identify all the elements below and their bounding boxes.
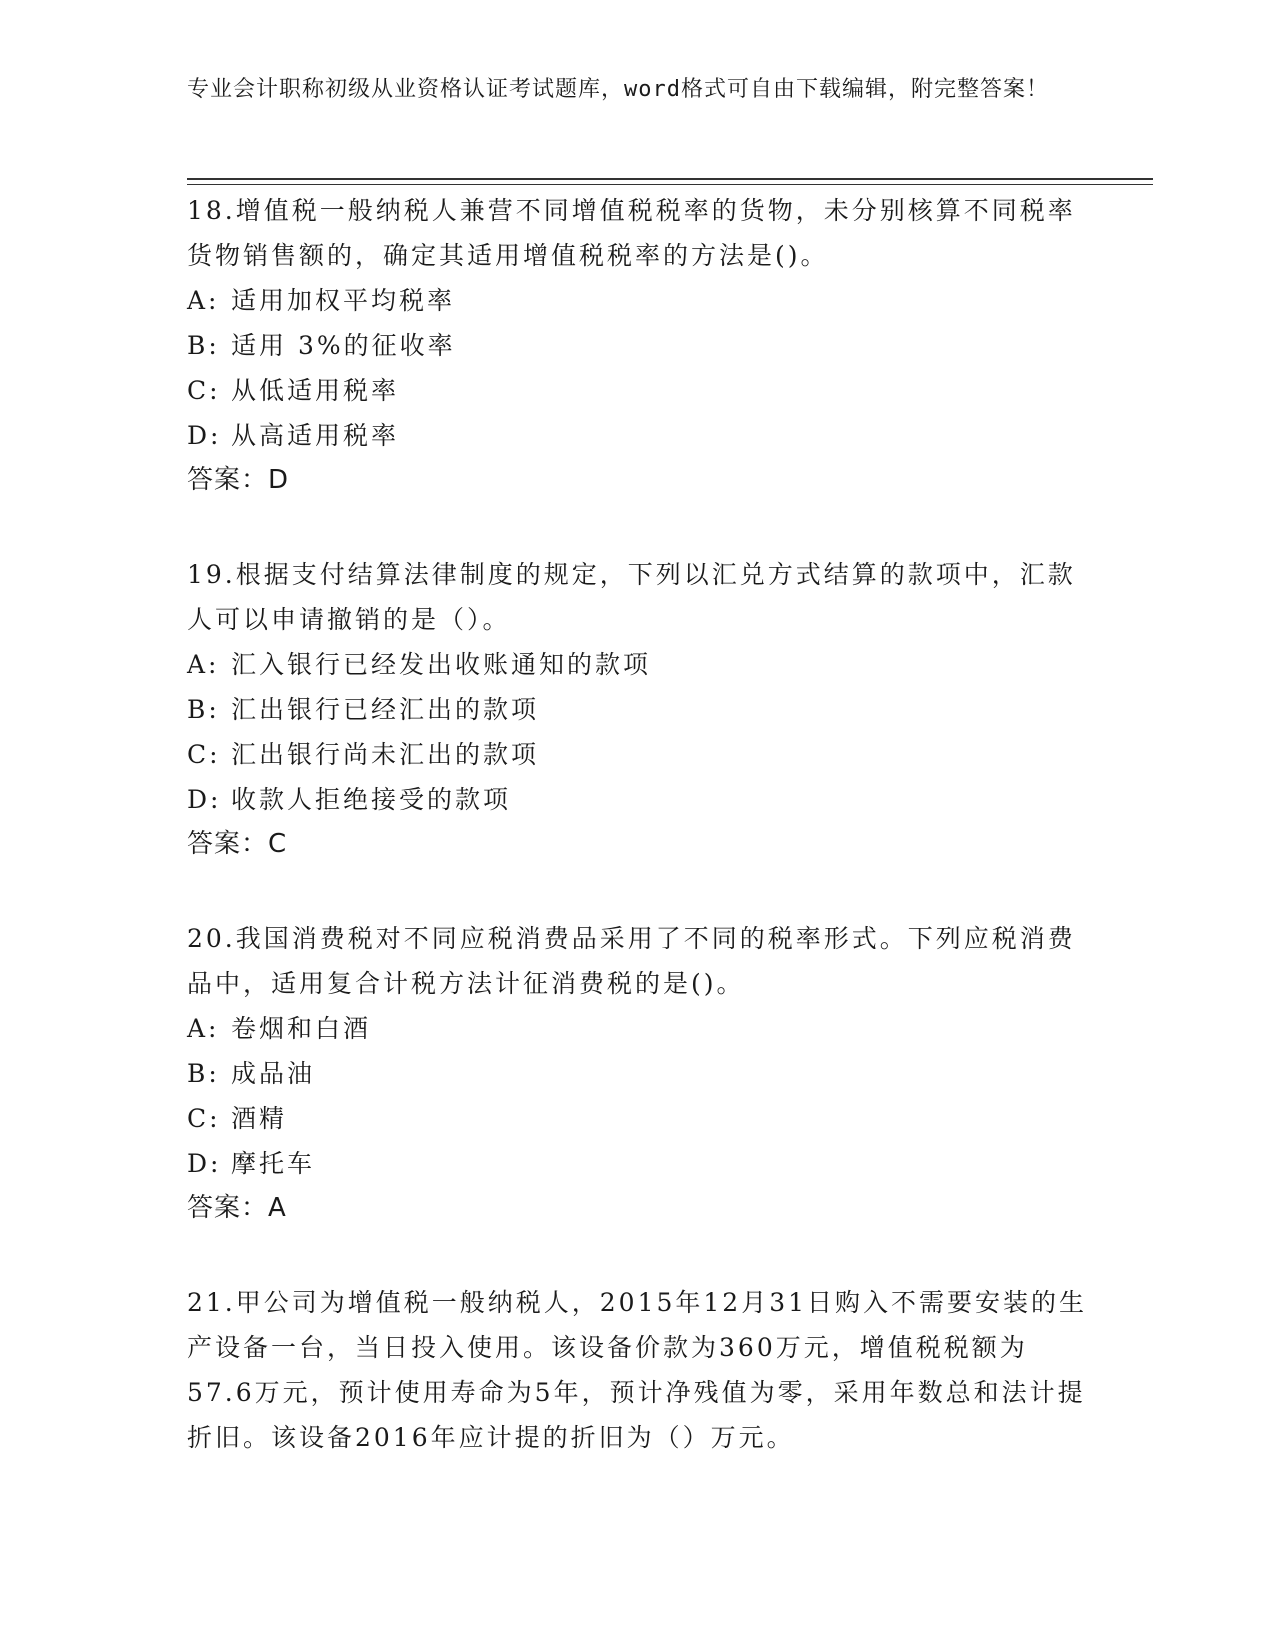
option-b: [187, 687, 1087, 732]
answer: 答案：C: [187, 829, 288, 859]
question-text: 18.增值税一般纳税人兼营不同增值税税率的货物，未分别核算不同税率货物销售额的，确定其适用增值税税率的方法是()。: [187, 196, 1076, 270]
option-a: [187, 1006, 1087, 1051]
option-a: [187, 642, 1087, 687]
option-text: 汇入银行已经发出收账通知的款项: [231, 650, 652, 679]
option-b: [187, 1051, 1087, 1096]
option-letter: B:: [187, 1059, 220, 1088]
question-20: [187, 916, 1087, 1231]
option-letter: C:: [187, 740, 221, 769]
option-text: 从高适用税率: [231, 421, 400, 450]
option-a: [187, 278, 1087, 323]
option-letter: A:: [187, 650, 220, 679]
option-text: 酒精: [231, 1104, 288, 1133]
option-d: [187, 1141, 1087, 1186]
option-text: 适用加权平均税率: [231, 286, 456, 315]
option-letter: B:: [187, 695, 220, 724]
question-text: 19.根据支付结算法律制度的规定，下列以汇兑方式结算的款项中，汇款人可以申请撤销的是（）。: [187, 560, 1076, 634]
option-c: [187, 368, 1087, 413]
option-text: 汇出银行已经汇出的款项: [231, 695, 540, 724]
option-d: [187, 777, 1087, 822]
question-text: 21.甲公司为增值税一般纳税人，2015年12月31日购入不需要安装的生产设备一台，当日投入使用。该设备价款为360万元，增值税税额为57.6万元，预计使用寿命为5年，预计净残值为零，采用年数总和法计提折旧。该设备2016年应计提的折旧为（）万元。: [187, 1288, 1088, 1452]
option-text: 卷烟和白酒: [231, 1014, 372, 1043]
option-letter: A:: [187, 286, 220, 315]
option-letter: C:: [187, 1104, 221, 1133]
question-text: 20.我国消费税对不同应税消费品采用了不同的税率形式。下列应税消费品中，适用复合计税方法计征消费税的是()。: [187, 924, 1076, 998]
option-text: 摩托车: [231, 1149, 316, 1178]
option-letter: B:: [187, 331, 220, 360]
question-18: [187, 188, 1087, 503]
option-letter: D:: [187, 421, 222, 450]
option-text: 成品油: [231, 1059, 316, 1088]
option-b: [187, 323, 1087, 368]
question-19: [187, 552, 1087, 867]
option-c: [187, 732, 1087, 777]
header-divider-thin: [187, 184, 1153, 185]
option-letter: C:: [187, 376, 221, 405]
option-text: 收款人拒绝接受的款项: [231, 785, 512, 814]
document-header: 专业会计职称初级从业资格认证考试题库，word格式可自由下载编辑，附完整答案！: [187, 77, 1049, 102]
option-text: 从低适用税率: [231, 376, 400, 405]
option-d: [187, 413, 1087, 458]
option-c: [187, 1096, 1087, 1141]
option-letter: D:: [187, 1149, 222, 1178]
option-text: 汇出银行尚未汇出的款项: [231, 740, 540, 769]
answer: 答案：D: [187, 465, 290, 495]
answer: 答案：A: [187, 1193, 287, 1223]
option-letter: D:: [187, 785, 222, 814]
option-letter: A:: [187, 1014, 220, 1043]
option-text: 适用 3%的征收率: [231, 331, 456, 360]
header-divider: [187, 178, 1153, 180]
question-21: [187, 1280, 1087, 1460]
